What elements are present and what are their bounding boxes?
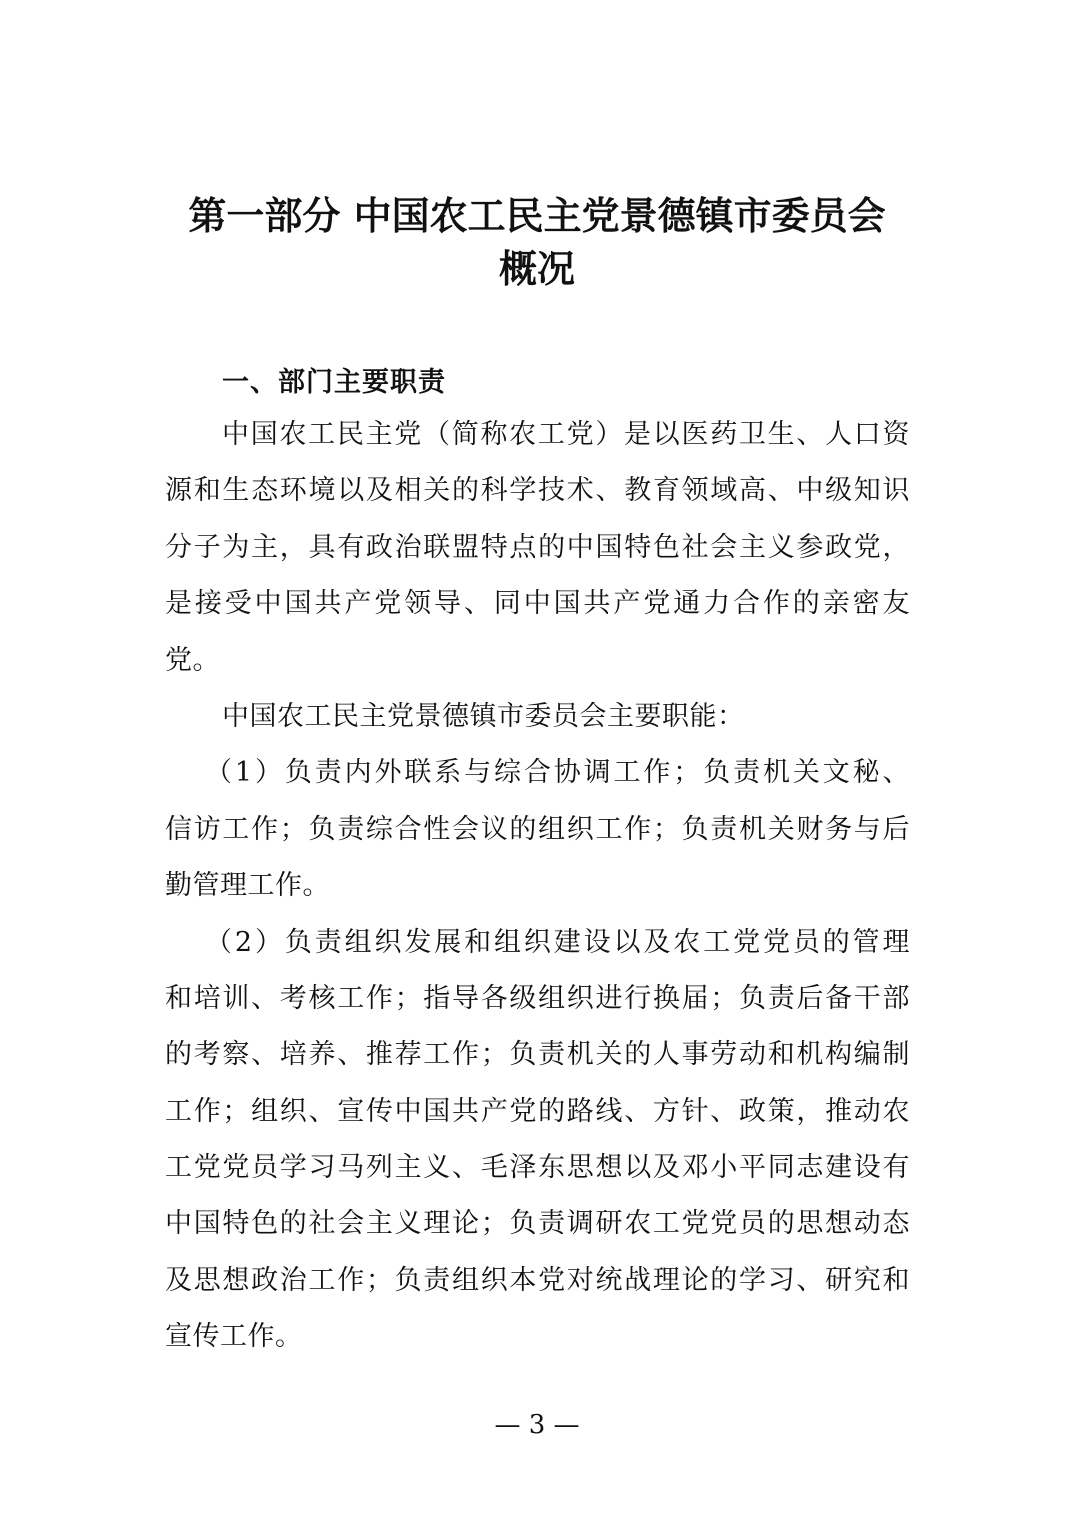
- paragraph-line: 工作；组织、宣传中国共产党的路线、方针、政策，推动农: [165, 1095, 910, 1127]
- paragraph: [165, 922, 910, 1373]
- section-heading: 一、部门主要职责: [222, 367, 446, 398]
- paragraph-line: （1）负责内外联系与综合协调工作；负责机关文秘、: [205, 757, 910, 789]
- paragraph-line: 分子为主，具有政治联盟特点的中国特色社会主义参政党，: [165, 531, 910, 563]
- paragraph-line: 中国特色的社会主义理论；负责调研农工党党员的思想动态: [165, 1208, 910, 1240]
- paragraph-line: 源和生态环境以及相关的科学技术、教育领域高、中级知识: [165, 475, 910, 507]
- paragraph-line: 中国农工民主党景德镇市委员会主要职能：: [222, 700, 745, 732]
- paragraph-line: 信访工作；负责综合性会议的组织工作；负责机关财务与后: [165, 813, 910, 845]
- paragraph-line: 和培训、考核工作；指导各级组织进行换届；负责后备干部: [165, 982, 910, 1014]
- page-number: — 3 —: [494, 1410, 580, 1440]
- paragraph-line: （2）负责组织发展和组织建设以及农工党党员的管理: [205, 926, 910, 958]
- document-body: [165, 414, 910, 1373]
- paragraph-line: 工党党员学习马列主义、毛泽东思想以及邓小平同志建设有: [165, 1152, 910, 1184]
- paragraph-line: 中国农工民主党（简称农工党）是以医药卫生、人口资: [222, 419, 910, 450]
- document-title-line-1: 第一部分 中国农工民主党景德镇市委员会: [188, 194, 886, 238]
- paragraph-line: 是接受中国共产党领导、同中国共产党通力合作的亲密友: [165, 588, 910, 620]
- paragraph: [165, 696, 910, 752]
- paragraph-line: 的考察、培养、推荐工作；负责机关的人事劳动和机构编制: [165, 1039, 910, 1071]
- paragraph: [165, 414, 910, 696]
- document-title-line-2: 概况: [498, 247, 575, 291]
- paragraph-line: 党。: [165, 644, 220, 676]
- paragraph-line: 宣传工作。: [165, 1321, 303, 1353]
- paragraph-line: 勤管理工作。: [165, 870, 330, 902]
- paragraph: [165, 752, 910, 921]
- paragraph-line: 及思想政治工作；负责组织本党对统战理论的学习、研究和: [165, 1264, 910, 1296]
